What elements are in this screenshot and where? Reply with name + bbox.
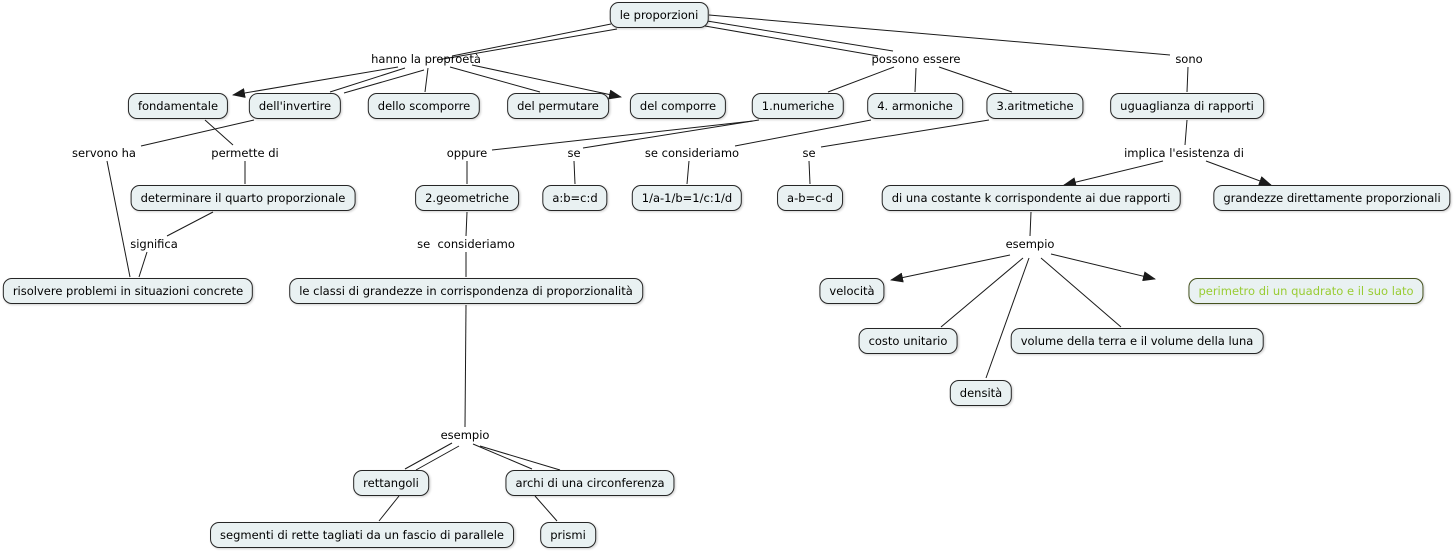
node-costante-k[interactable]: di una costante k corrispondente ai due rapporti xyxy=(882,185,1181,211)
node-del-permutare[interactable]: del permutare xyxy=(507,93,609,119)
link-permette-di[interactable]: permette di xyxy=(211,146,279,160)
link-esempio-1[interactable]: esempio xyxy=(1005,237,1055,251)
edge-costante-esempio xyxy=(1030,212,1031,236)
edge-uguaglianza-implica xyxy=(1185,120,1187,145)
edge-esempio2-archi-a xyxy=(473,444,532,469)
edge-significa-risolvere xyxy=(139,252,147,277)
node-del-comporre[interactable]: del comporre xyxy=(630,93,726,119)
edge-possono-armoniche xyxy=(915,68,916,92)
node-prismi[interactable]: prismi xyxy=(540,522,596,548)
edge-sono-uguaglianza xyxy=(1187,67,1188,92)
edge-hanno-scomporre xyxy=(425,68,428,92)
link-se-2[interactable]: se xyxy=(802,146,816,160)
edge-aritmetiche-se2 xyxy=(821,120,989,147)
edge-seconsideriamo-formula xyxy=(687,161,689,184)
node-numeriche[interactable]: 1.numeriche xyxy=(752,93,844,119)
edge-determinare-significa xyxy=(167,212,213,236)
edge-hanno-fondamentale xyxy=(233,67,398,95)
node-aritmetiche[interactable]: 3.aritmetiche xyxy=(986,93,1083,119)
edge-geometriche-seconsideriamo2 xyxy=(466,212,467,236)
edge-invertire-servono xyxy=(141,120,254,146)
edge-hanno-permutare xyxy=(450,67,540,92)
node-costo-unitario[interactable]: costo unitario xyxy=(859,328,958,354)
edge-rettangoli-segmenti xyxy=(379,496,399,521)
edge-possono-numeriche xyxy=(828,67,894,92)
node-dell-invertire[interactable]: dell'invertire xyxy=(249,93,341,119)
edge-root-possono-b xyxy=(705,26,878,56)
link-se-consideriamo-1[interactable]: se consideriamo xyxy=(644,146,740,160)
edge-implica-grandezze xyxy=(1206,161,1271,185)
link-significa[interactable]: significa xyxy=(130,237,178,251)
link-possono-essere[interactable]: possono essere xyxy=(871,52,961,66)
link-se-consideriamo-2[interactable]: se consideriamo xyxy=(417,237,515,251)
node-risolvere-problemi[interactable]: risolvere problemi in situazioni concrete xyxy=(3,278,253,304)
node-armoniche[interactable]: 4. armoniche xyxy=(867,93,963,119)
link-sono[interactable]: sono xyxy=(1175,52,1203,66)
node-volume-terra-luna[interactable]: volume della terra e il volume della luna xyxy=(1011,328,1264,354)
edge-possono-aritmetiche xyxy=(939,67,1012,92)
edge-hanno-invertire-a xyxy=(330,68,405,92)
link-servono-ha[interactable]: servono ha xyxy=(72,146,136,160)
edge-fondamentale-permette xyxy=(205,120,233,145)
edge-esempio-densita xyxy=(986,258,1029,378)
link-hanno-la-proproeta[interactable]: hanno la proproetà xyxy=(371,52,481,66)
node-determinare-quarto-proporzionale[interactable]: determinare il quarto proporzionale xyxy=(131,185,356,211)
edge-se2-abcd2 xyxy=(809,161,810,184)
link-implica-esistenza[interactable]: implica l'esistenza di xyxy=(1124,146,1244,160)
edge-root-possono-a xyxy=(707,21,893,51)
node-perimetro-quadrato[interactable]: perimetro di un quadrato e il suo lato xyxy=(1188,278,1423,304)
node-classi-di-grandezze[interactable]: le classi di grandezze in corrispondenza di proporzionalità xyxy=(289,278,643,304)
edge-hanno-invertire-b xyxy=(344,70,424,93)
edge-esempio2-archi-b xyxy=(480,446,560,470)
node-segmenti-di-rette[interactable]: segmenti di rette tagliati da un fascio di parallele xyxy=(210,522,514,548)
node-velocita[interactable]: velocità xyxy=(819,278,884,304)
link-oppure[interactable]: oppure xyxy=(446,146,488,160)
edge-numeriche-se1 xyxy=(583,120,759,148)
node-le-proporzioni[interactable]: le proporzioni xyxy=(610,2,709,28)
connectors xyxy=(107,15,1271,521)
node-formula-abcd[interactable]: a:b=c:d xyxy=(542,185,607,211)
link-esempio-2[interactable]: esempio xyxy=(440,428,490,442)
node-densita[interactable]: densità xyxy=(950,380,1012,406)
node-formula-aritmetica[interactable]: a-b=c-d xyxy=(777,185,843,211)
edge-implica-costante xyxy=(1064,161,1163,185)
edge-servono-risolvere xyxy=(107,161,130,277)
node-uguaglianza-di-rapporti[interactable]: uguaglianza di rapporti xyxy=(1110,93,1264,119)
link-se-1[interactable]: se xyxy=(567,146,581,160)
edge-esempio-perimetro xyxy=(1051,254,1155,279)
edge-se1-abcd xyxy=(574,161,575,184)
edge-archi-prismi xyxy=(535,496,557,521)
edge-esempio-costo xyxy=(941,258,1023,327)
edge-classi-esempio2 xyxy=(465,305,466,427)
node-archi-circonferenza[interactable]: archi di una circonferenza xyxy=(505,470,674,496)
node-formula-armonica[interactable]: 1/a-1/b=1/c:1/d xyxy=(632,185,742,211)
edge-esempio-velocita xyxy=(891,255,1010,280)
node-grandezze-direttamente-proporzionali[interactable]: grandezze direttamente proporzionali xyxy=(1213,185,1450,211)
node-geometriche[interactable]: 2.geometriche xyxy=(415,185,519,211)
edge-esempio2-rettangoli-b xyxy=(416,446,459,470)
node-fondamentale[interactable]: fondamentale xyxy=(128,93,228,119)
edge-root-sono xyxy=(709,15,1170,55)
node-rettangoli[interactable]: rettangoli xyxy=(353,470,429,496)
edge-esempio2-rettangoli-a xyxy=(405,443,452,469)
node-dello-scomporre[interactable]: dello scomporre xyxy=(368,93,480,119)
